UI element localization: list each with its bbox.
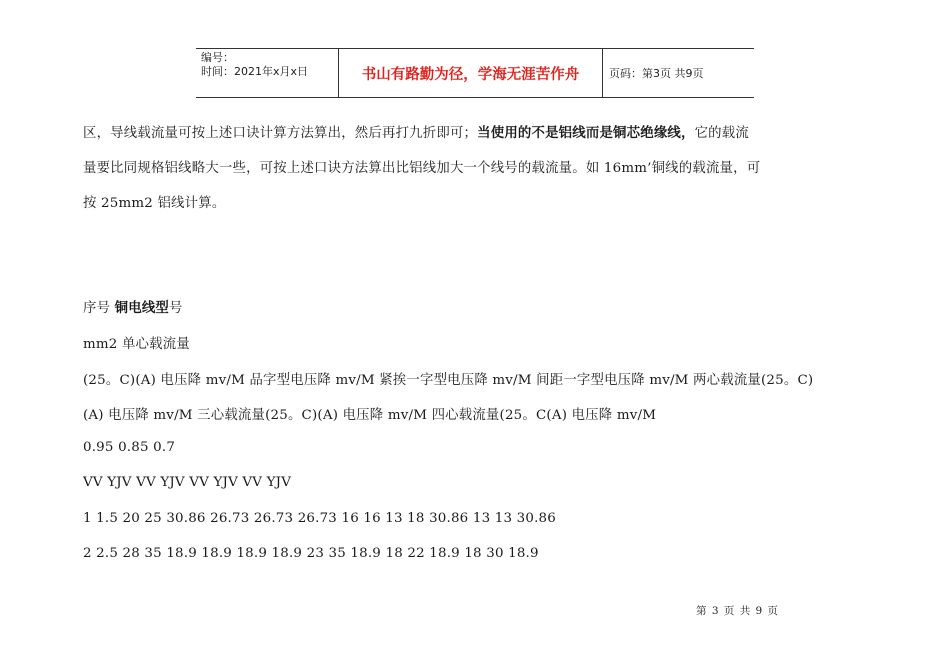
paragraph-line-1 bbox=[83, 122, 749, 141]
table-heading-text-a: 序号 bbox=[83, 301, 115, 316]
table-text-line-5: 0.95 0.85 0.7 bbox=[83, 440, 176, 455]
paragraph-line-1-text-a: 区，导线载流量可按上述口诀计算方法算出，然后再打九折即可； bbox=[83, 126, 478, 141]
paragraph-line-1-text-b: 它的载流 bbox=[694, 126, 749, 141]
page-footer: 第 3 页 共 9 页 bbox=[696, 605, 780, 617]
table-text-line-2: mm2 单心载流量 bbox=[83, 337, 190, 352]
header-motto: 书山有路勤为径，学海无涯苦作舟 bbox=[339, 49, 603, 97]
table-heading-text-b: 号 bbox=[169, 301, 183, 316]
table-text-line-6: VV YJV VV YJV VV YJV VV YJV bbox=[83, 475, 292, 490]
table-text-line-4: (A) 电压降 mv/M 三心载流量(25。C)(A) 电压降 mv/M 四心载流量(25。C(A) 电压降 mv/M bbox=[83, 408, 657, 423]
paragraph-line-3: 按 25mm2 铝线计算。 bbox=[83, 196, 226, 211]
page-header bbox=[196, 48, 754, 98]
paragraph-line-2: 量要比同规格铝线略大一些，可按上述口诀方法算出比铝线加大一个线号的载流量。如 16mm’铜线的载流量，可 bbox=[83, 161, 761, 176]
header-meta-cell bbox=[196, 49, 339, 97]
table-text-line-3: (25。C)(A) 电压降 mv/M 品字型电压降 mv/M 紧挨一字型电压降 mv/M 间距一字型电压降 mv/M 两心载流量(25。C) bbox=[83, 373, 814, 388]
table-text-line-8: 2 2.5 28 35 18.9 18.9 18.9 18.9 23 35 18.9 18 22 18.9 18 30 18.9 bbox=[83, 546, 539, 561]
header-time-label: 时间：2021年x月x日 bbox=[201, 65, 309, 78]
table-heading-line bbox=[83, 297, 183, 316]
header-number-label: 编号： bbox=[201, 51, 234, 64]
table-heading-bold: 铜电线型 bbox=[114, 300, 170, 316]
table-text-line-7: 1 1.5 20 25 30.86 26.73 26.73 26.73 16 16 13 18 30.86 13 13 30.86 bbox=[83, 511, 556, 526]
header-page-info: 页码：第3页 共9页 bbox=[609, 67, 704, 80]
paragraph-line-1-bold: 当使用的不是铝线而是铜芯绝缘线， bbox=[477, 125, 695, 141]
